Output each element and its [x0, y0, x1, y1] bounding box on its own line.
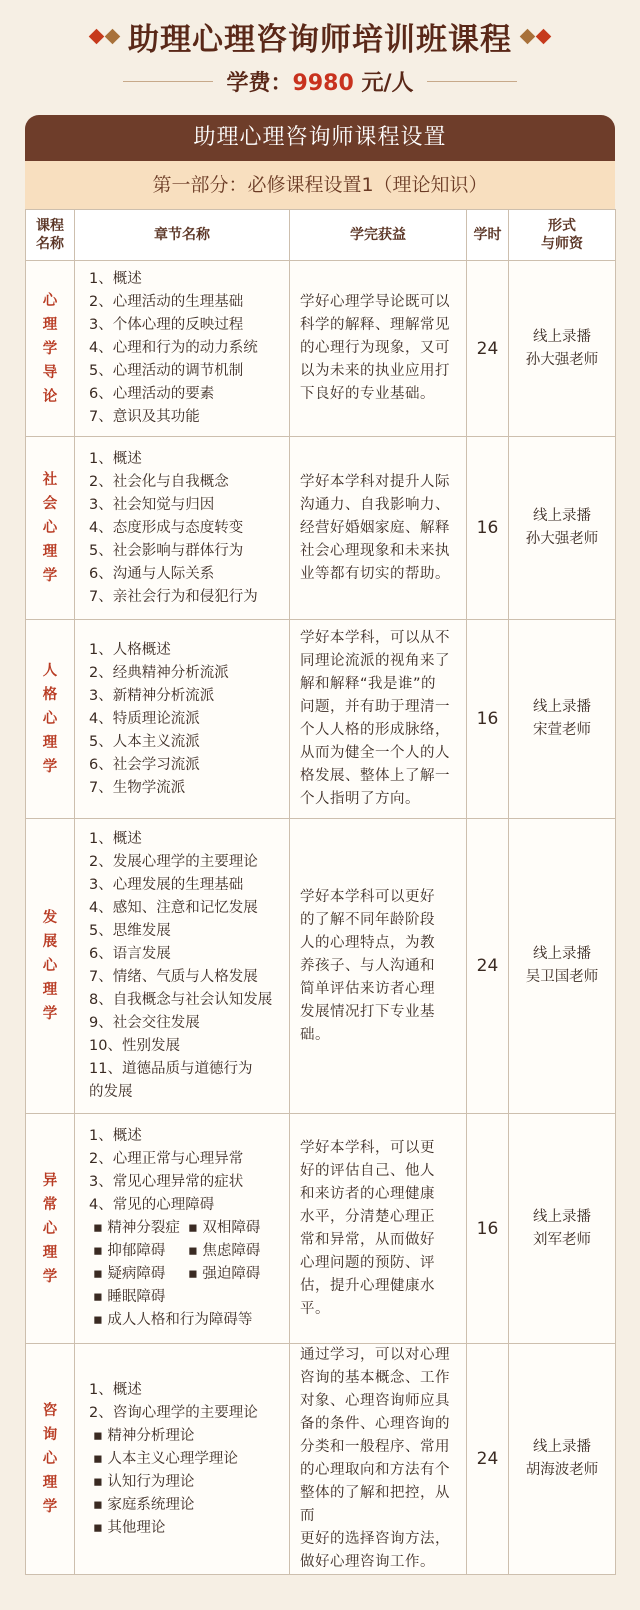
course-form: [509, 1344, 616, 1575]
course-name-char: 学: [42, 1268, 58, 1285]
benefit-line: 社会心理现象和未来执: [300, 542, 450, 559]
benefit-line: 平。: [300, 1300, 330, 1317]
course-name-char: 心: [42, 1220, 58, 1237]
chapter-item: 7、情绪、气质与人格发展: [89, 969, 258, 985]
benefit-line: 和来访者的心理健康: [300, 1185, 435, 1202]
benefit-line: 下良好的专业基础。: [300, 386, 435, 402]
teacher-name: 孙大强老师: [525, 531, 599, 547]
sub-item: ▪ 认知行为理论: [93, 1473, 195, 1490]
course-name-char: 咨: [42, 1403, 58, 1419]
course-name-char: 理: [42, 735, 58, 751]
delivery-form: 线上录播: [533, 328, 591, 345]
chapter-item: 2、社会化与自我概念: [89, 473, 229, 490]
sub-item: ▪ 人本主义心理学理论: [93, 1450, 238, 1467]
course-name: [26, 1344, 75, 1575]
benefit-line: 学好本学科对提升人际: [300, 473, 450, 490]
sub-item: ▪ 双相障碍: [188, 1220, 261, 1236]
sub-item: ▪ 焦虑障碍: [188, 1243, 261, 1259]
course-name-char: 学: [42, 568, 58, 584]
sub-item: ▪ 强迫障碍: [188, 1266, 261, 1282]
benefit-line: 沟通力、自我影响力、: [300, 496, 450, 513]
chapter-list: [75, 261, 290, 437]
table-row: [26, 437, 616, 620]
chapter-item: 5、人本主义流派: [89, 733, 200, 750]
benefit-line: 对象、心理咨询师应具: [300, 1393, 450, 1409]
tuition-fee: [227, 66, 414, 97]
teacher-name: 宋萱老师: [533, 722, 591, 738]
benefit-line: 学好心理学导论既可以: [300, 294, 450, 310]
chapter-item: 5、思维发展: [89, 923, 171, 939]
table-row: [26, 1344, 616, 1575]
course-name-char: 学: [42, 759, 58, 775]
benefit-line: 础。: [300, 1026, 330, 1043]
benefit-line: 以为未来的执业应用打: [300, 363, 450, 379]
chapter-list: [75, 819, 290, 1114]
table-header-row: [26, 210, 616, 261]
course-name: [26, 1114, 75, 1344]
course-name-char: 心: [42, 711, 58, 727]
course-form: [509, 620, 616, 819]
benefit-line: 学好本学科可以更好: [300, 888, 435, 905]
chapter-item: 3、常见心理异常的症状: [89, 1174, 244, 1190]
course-name-char: 理: [42, 982, 58, 998]
chapter-item: 4、感知、注意和记忆发展: [89, 900, 258, 916]
course-name-char: 发: [42, 910, 58, 926]
benefit-line: 心理问题的预防、评: [300, 1254, 435, 1271]
page-title: 助理心理咨询师培训班课程: [128, 22, 512, 58]
benefit-text: [290, 261, 467, 437]
sub-item-pair: [89, 1217, 283, 1240]
course-name-char: 心: [42, 292, 58, 309]
benefit-line: 的了解不同年龄阶段: [300, 911, 435, 928]
benefit-text: [290, 620, 467, 819]
chapter-item: 6、语言发展: [89, 946, 171, 962]
benefit-line: 学好本学科，可以更: [300, 1139, 435, 1156]
sub-item: ▪ 精神分析理论: [93, 1427, 195, 1444]
chapter-item: 2、心理正常与心理异常: [89, 1151, 244, 1167]
benefit-line: 养孩子、与人沟通和: [300, 957, 435, 974]
chapter-item: 1、概述: [89, 1381, 142, 1398]
benefit-text: [290, 1344, 467, 1575]
benefit-line: 个人人格的形成脉络，: [300, 722, 450, 738]
course-hours: 24: [467, 819, 509, 1114]
benefit-text: [290, 819, 467, 1114]
course-name-char: 会: [42, 496, 58, 512]
table-row: [26, 261, 616, 437]
chapter-item: 1、概述: [89, 271, 142, 287]
benefit-text: [290, 1114, 467, 1344]
col-benefits: 学完获益: [290, 210, 467, 261]
benefit-line: 估，提升心理健康水: [300, 1277, 435, 1294]
course-name-char: 学: [42, 1499, 58, 1515]
benefit-line: 问题，并有助于理清一: [300, 699, 450, 715]
course-name-char: 常: [42, 1196, 58, 1213]
col-chapters: 章节名称: [75, 210, 290, 261]
benefit-line: 同理论流派的视角来了: [300, 653, 450, 669]
chapter-item: 2、经典精神分析流派: [89, 664, 229, 681]
chapter-item: 6、沟通与人际关系: [89, 565, 215, 582]
chapter-item: 7、意识及其功能: [89, 409, 200, 425]
course-name-char: 异: [42, 1172, 58, 1189]
chapter-list: [75, 437, 290, 620]
chapter-item: 7、生物学流派: [89, 779, 186, 796]
benefit-line: 整体的了解和把控，从而: [300, 1485, 450, 1524]
sub-item: ▪ 家庭系统理论: [93, 1496, 195, 1513]
sub-item-pair: [89, 1240, 283, 1263]
course-form: [509, 1114, 616, 1344]
course-name-char: 展: [42, 934, 58, 950]
course-name-char: 社: [42, 472, 58, 488]
sub-item: ▪ 疑病障碍: [93, 1266, 166, 1282]
course-name-char: 理: [42, 1475, 58, 1491]
benefit-line: 格发展、整体上了解一: [300, 768, 450, 784]
benefit-line: 人的心理特点，为教: [300, 934, 435, 951]
col-course-name: 课程 名称: [26, 210, 75, 261]
benefit-line: 简单评估来访者心理: [300, 980, 435, 997]
course-name-char: 理: [42, 316, 58, 333]
course-table: [25, 209, 616, 1575]
sub-item-pair: [89, 1263, 283, 1286]
benefit-line: 的心理取向和方法有个: [300, 1462, 450, 1478]
benefit-line: 好的评估自己、他人: [300, 1162, 435, 1179]
sub-item: ▪ 精神分裂症: [93, 1220, 180, 1236]
course-name: [26, 819, 75, 1114]
page-header: [0, 0, 640, 110]
chapter-item: 3、新精神分析流派: [89, 687, 215, 704]
course-name: [26, 620, 75, 819]
benefit-line: 常和异常，从而做好: [300, 1231, 435, 1248]
fee-label: 学费：: [226, 71, 293, 96]
sub-item: ▪ 其他理论: [93, 1519, 166, 1536]
benefit-line: 分类和一般程序、常用: [300, 1439, 450, 1455]
benefit-line: 解和解释“我是谁”的: [300, 676, 437, 692]
table-row: [26, 819, 616, 1114]
benefit-line: 个人指明了方向。: [300, 791, 420, 807]
fee-amount: 9980: [292, 71, 354, 96]
course-name-char: 理: [42, 544, 58, 560]
chapter-list: [75, 1344, 290, 1575]
delivery-form: 线上录播: [533, 946, 591, 962]
benefit-line: 通过学习，可以对心理: [300, 1347, 450, 1363]
sub-item: ▪ 抑郁障碍: [93, 1243, 166, 1259]
fee-unit: 元/人: [361, 71, 414, 96]
course-name-char: 心: [42, 1451, 58, 1467]
benefit-line: 备的条件、心理咨询的: [300, 1416, 450, 1432]
section-title: 第一部分：必修课程设置1（理论知识）: [25, 161, 615, 209]
benefit-line: 经营好婚姻家庭、解释: [300, 519, 450, 536]
chapter-item: 3、社会知觉与归因: [89, 496, 215, 513]
chapter-item: 4、常见的心理障碍: [89, 1197, 215, 1213]
benefit-line: 做好心理咨询工作。: [300, 1554, 435, 1570]
course-name-char: 询: [42, 1427, 58, 1443]
course-name-char: 心: [42, 520, 58, 536]
teacher-name: 刘军老师: [533, 1231, 591, 1248]
col-hours: 学时: [467, 210, 509, 261]
course-hours: 24: [467, 1344, 509, 1575]
chapter-item: 9、社会交往发展: [89, 1015, 200, 1031]
chapter-item: 2、发展心理学的主要理论: [89, 854, 258, 870]
table-row: [26, 620, 616, 819]
benefit-text: [290, 437, 467, 620]
course-name-char: 格: [42, 687, 58, 703]
course-hours: 16: [467, 437, 509, 620]
left-diamond-ornament: [91, 31, 118, 42]
course-name-char: 论: [42, 388, 58, 405]
chapter-item: 1、概述: [89, 831, 142, 847]
course-name-char: 学: [42, 340, 58, 357]
benefit-line: 发展情况打下专业基: [300, 1003, 435, 1020]
chapter-item: 4、特质理论流派: [89, 710, 200, 727]
course-hours: 24: [467, 261, 509, 437]
course-name-char: 心: [42, 958, 58, 974]
fee-row: [0, 66, 640, 97]
benefit-line: 业等都有切实的帮助。: [300, 565, 450, 582]
benefit-line: 科学的解释、理解常见: [300, 317, 450, 333]
chapter-item: 7、亲社会行为和侵犯行为: [89, 588, 258, 605]
benefit-line: 更好的选择咨询方法，: [300, 1531, 450, 1547]
sub-item: ▪ 成人人格和行为障碍等: [93, 1312, 253, 1328]
chapter-item: 4、心理和行为的动力系统: [89, 340, 258, 356]
course-name-char: 导: [42, 364, 58, 381]
course-hours: 16: [467, 1114, 509, 1344]
chapter-item: 3、个体心理的反映过程: [89, 317, 244, 333]
divider: [123, 81, 213, 82]
delivery-form: 线上录播: [533, 699, 591, 715]
chapter-item: 3、心理发展的生理基础: [89, 877, 244, 893]
chapter-item: 1、概述: [89, 1128, 142, 1144]
course-name: [26, 437, 75, 620]
teacher-name: 孙大强老师: [525, 351, 599, 368]
title-row: [0, 14, 640, 59]
divider: [427, 81, 517, 82]
course-hours: 16: [467, 620, 509, 819]
chapter-list: [75, 620, 290, 819]
chapter-item: 4、态度形成与态度转变: [89, 519, 244, 536]
sub-item: ▪ 睡眠障碍: [93, 1289, 166, 1305]
course-form: [509, 437, 616, 620]
delivery-form: 线上录播: [533, 508, 591, 524]
chapter-item: 5、心理活动的调节机制: [89, 363, 244, 379]
table-row: [26, 1114, 616, 1344]
chapter-item: 1、人格概述: [89, 641, 171, 658]
chapter-item: 8、自我概念与社会认知发展: [89, 992, 273, 1008]
course-name: [26, 261, 75, 437]
delivery-form: 线上录播: [533, 1439, 591, 1455]
chapter-item: 2、心理活动的生理基础: [89, 294, 244, 310]
chapter-item: 11、道德品质与道德行为: [89, 1061, 253, 1077]
benefit-line: 学好本学科，可以从不: [300, 630, 450, 646]
col-form-teacher: 形式 与师资: [509, 210, 616, 261]
course-form: [509, 819, 616, 1114]
course-form: [509, 261, 616, 437]
benefit-line: 水平，分清楚心理正: [300, 1208, 435, 1225]
right-diamond-ornament: [522, 31, 549, 42]
chapter-item: 10、性别发展: [89, 1038, 180, 1054]
teacher-name: 胡海波老师: [525, 1462, 599, 1478]
benefit-line: 咨询的基本概念、工作: [300, 1370, 450, 1386]
chapter-item: 的发展: [89, 1084, 133, 1100]
benefit-line: 从而为健全一个人的人: [300, 745, 450, 761]
chapter-list: [75, 1114, 290, 1344]
teacher-name: 吴卫国老师: [525, 969, 599, 985]
course-name-char: 人: [42, 663, 58, 679]
chapter-item: 1、概述: [89, 450, 142, 467]
benefit-line: 的心理行为现象，又可: [300, 340, 450, 356]
chapter-item: 6、心理活动的要素: [89, 386, 215, 402]
course-name-char: 理: [42, 1244, 58, 1261]
delivery-form: 线上录播: [533, 1208, 591, 1225]
chapter-item: 5、社会影响与群体行为: [89, 542, 244, 559]
chapter-item: 2、咨询心理学的主要理论: [89, 1404, 258, 1421]
course-banner: 助理心理咨询师课程设置: [25, 115, 615, 161]
course-name-char: 学: [42, 1006, 58, 1022]
chapter-item: 6、社会学习流派: [89, 756, 200, 773]
